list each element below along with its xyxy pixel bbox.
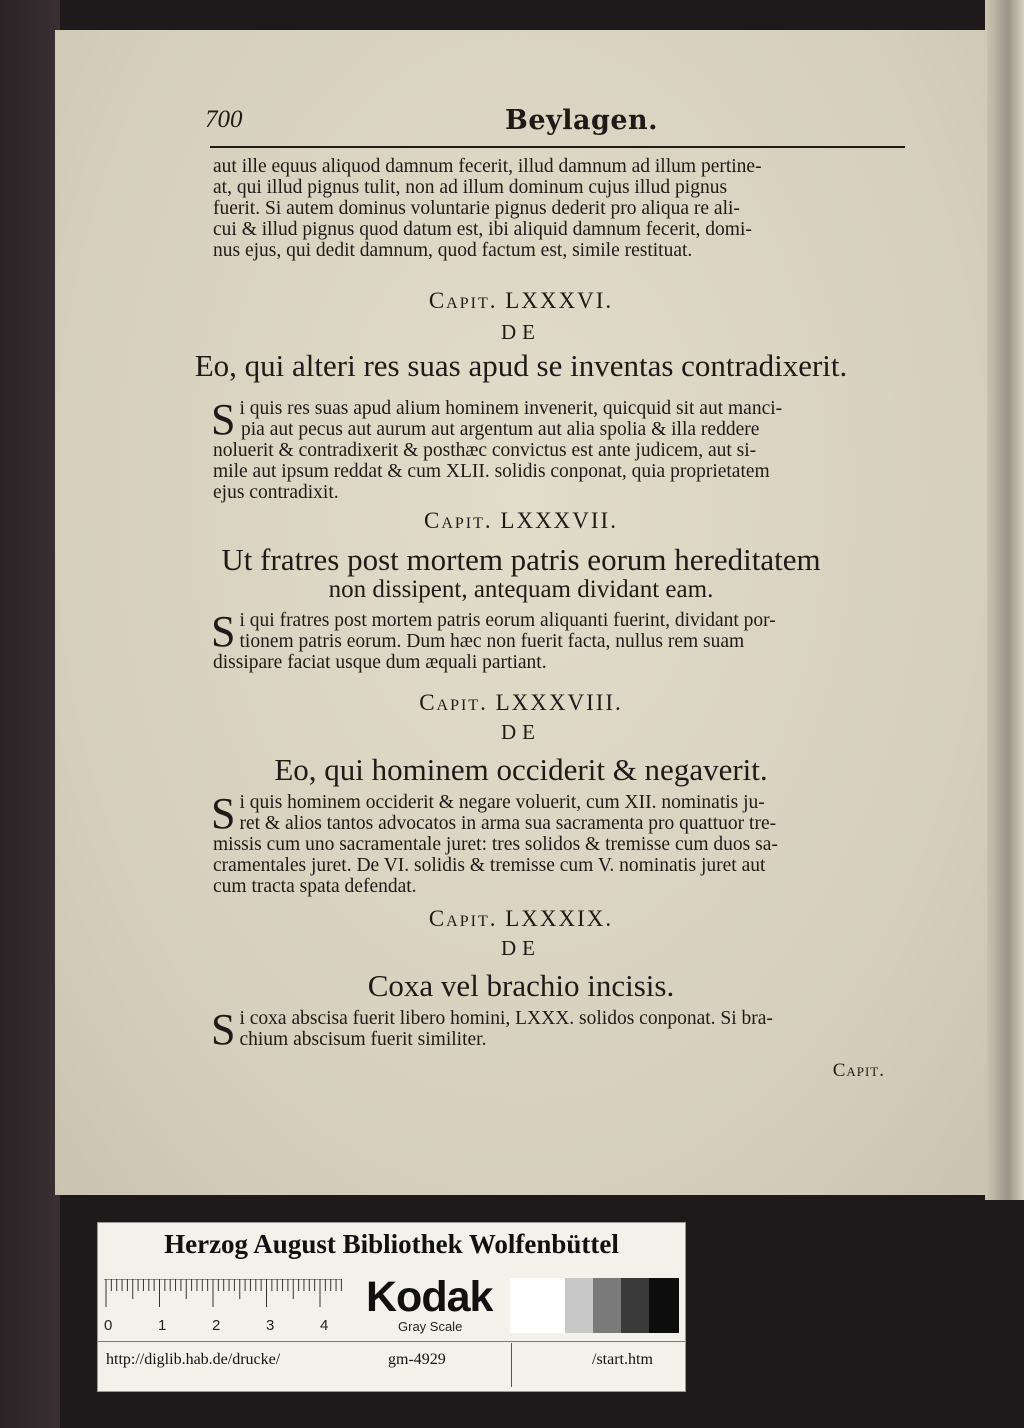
text-line: i quis hominem occiderit & negare voluerit, cum XII. nominatis ju- — [239, 792, 765, 813]
text-line: noluerit & contradixerit & posthæc convictus est ante judicem, aut si- — [213, 440, 757, 461]
text-line: tionem patris eorum. Dum hæc non fuerit facta, nullus rem suam — [239, 631, 745, 652]
text-line: missis cum uno sacramentale juret: tres solidos & tremisse cum duos sa- — [213, 834, 778, 855]
text-line: dissipare faciat usque dum æquali partiant. — [213, 652, 547, 673]
text-line: cramentales juret. De VI. solidis & tremisse cum V. nominatis juret aut — [213, 855, 766, 876]
gray-swatch — [593, 1278, 621, 1333]
scan-backdrop-left — [0, 0, 60, 1428]
chapter-heading: Capit. LXXXVI. — [428, 288, 614, 313]
text-line: pia aut pecus aut aurum aut argentum aut alia spolia & illa reddere — [241, 419, 760, 440]
ruler-numbers — [98, 1317, 358, 1337]
chapter-heading: Capit. LXXXVII. — [424, 508, 618, 533]
text-line: i qui fratres post mortem patris eorum aliquanti fuerint, dividant por- — [239, 610, 776, 631]
ruler-scale — [104, 1279, 342, 1309]
drop-cap: S — [211, 789, 236, 838]
page-number: 700 — [205, 106, 243, 133]
text-line: cum tracta spata defendat. — [213, 876, 417, 897]
text-line: mile aut ipsum reddat & cum XLII. solidis conponat, quia proprietatem — [213, 461, 770, 482]
chapter-heading: Capit. LXXXIX. — [428, 906, 614, 931]
chapter-title: Eo, qui alteri res suas apud se inventas contradixerit. — [194, 348, 848, 383]
chapter-de: DE — [501, 936, 541, 960]
gray-swatch — [510, 1278, 565, 1333]
running-head: Beylagen. — [505, 105, 659, 136]
chapter-paragraph — [211, 1005, 908, 1054]
chapter-paragraph — [211, 395, 908, 503]
library-name: Herzog August Bibliothek Wolfenbüttel — [164, 1229, 619, 1259]
drop-cap: S — [211, 607, 236, 656]
chapter-title: Coxa vel brachio incisis. — [367, 968, 675, 1003]
chapter-de: DE — [501, 320, 541, 344]
card-id: gm-4929 — [388, 1351, 446, 1368]
card-divider — [98, 1341, 685, 1342]
ruler-number: 4 — [320, 1317, 329, 1334]
scan-backdrop-right — [985, 0, 1024, 1200]
chapter-heading: Capit. LXXXVIII. — [419, 690, 623, 715]
chapter-paragraph — [211, 789, 908, 897]
text-line: at, qui illud pignus tulit, non ad illum dominum cujus illud pignus — [213, 177, 728, 198]
intro-paragraph — [213, 156, 908, 261]
drop-cap: S — [211, 395, 236, 444]
color-calibration-card — [97, 1222, 686, 1392]
chapter-paragraph — [211, 607, 908, 673]
ruler-number: 0 — [104, 1317, 113, 1334]
text-line: i quis res suas apud alium hominem invenerit, quicquid sit aut manci- — [239, 398, 783, 419]
card-separator — [511, 1343, 512, 1387]
gray-scale-label: Gray Scale — [398, 1319, 463, 1334]
text-line: fuerit. Si autem dominus voluntarie pignus dederit pro aliqua re ali- — [213, 198, 740, 219]
chapter-title: Ut fratres post mortem patris eorum hereditatem — [221, 542, 821, 577]
chapter-title: Eo, qui hominem occiderit & negaverit. — [274, 752, 768, 787]
catchword: Capit. — [832, 1060, 885, 1081]
ruler-number: 2 — [212, 1317, 221, 1334]
drop-cap: S — [211, 1005, 236, 1054]
chapter-title-line-2: non dissipent, antequam dividant eam. — [328, 576, 714, 603]
page-header — [205, 106, 905, 146]
ruler-number: 1 — [158, 1317, 167, 1334]
text-line: aut ille equus aliquod damnum fecerit, illud damnum ad illum pertine- — [213, 156, 762, 177]
text-line: nus ejus, qui dedit damnum, quod factum est, simile restituat. — [213, 240, 693, 261]
text-line: ret & alios tantos advocatos in arma sua sacramenta pro quattuor tre- — [239, 813, 777, 834]
kodak-logo: Kodak — [366, 1273, 493, 1321]
chapter-de: DE — [501, 720, 541, 744]
card-url-left: http://diglib.hab.de/drucke/ — [106, 1351, 281, 1368]
header-rule — [210, 146, 905, 148]
gray-swatch — [565, 1278, 593, 1333]
gray-swatch — [649, 1278, 679, 1333]
ruler-number: 3 — [266, 1317, 275, 1334]
text-line: i coxa abscisa fuerit libero homini, LXXX. solidos conponat. Si bra- — [239, 1008, 773, 1029]
text-line: ejus contradixit. — [213, 482, 339, 503]
text-line: cui & illud pignus quod datum est, ibi aliquid damnum fecerit, domi- — [213, 219, 752, 240]
gray-swatch — [621, 1278, 649, 1333]
text-line: chium abscisum fuerit similiter. — [239, 1029, 487, 1050]
card-url-right: /start.htm — [592, 1351, 653, 1368]
book-page — [55, 30, 987, 1195]
